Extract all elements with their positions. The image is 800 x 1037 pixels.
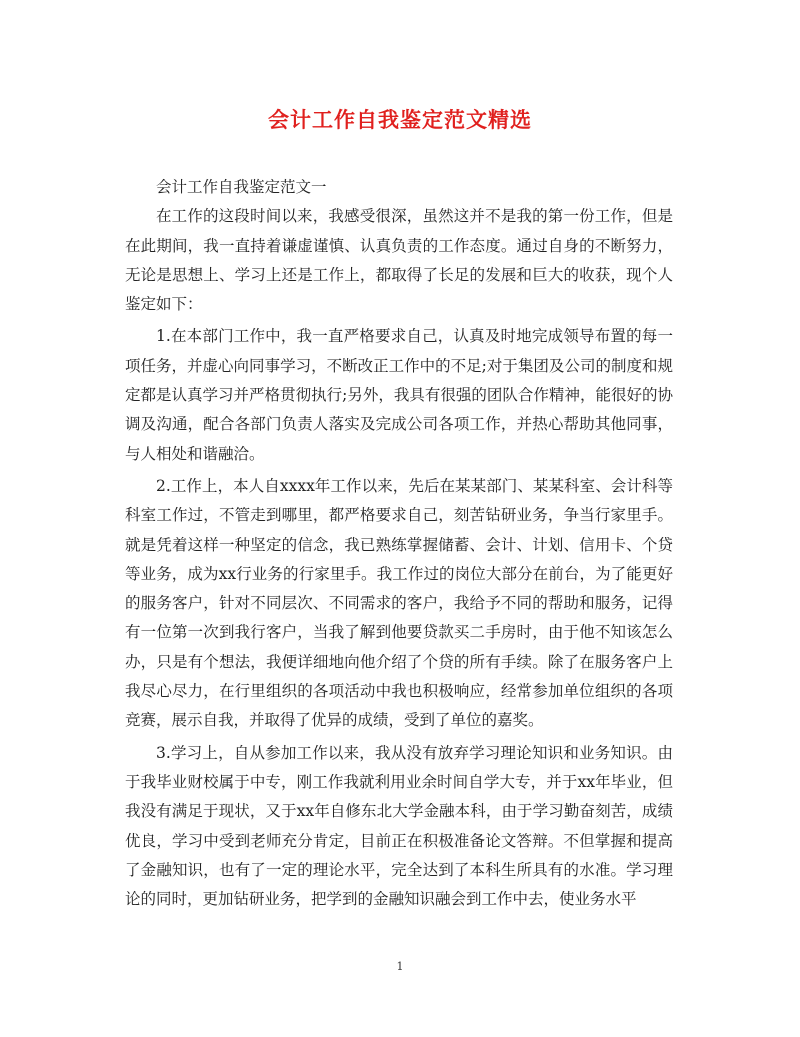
- paragraph-item-1: 1.在本部门工作中，我一直严格要求自己，认真及时地完成领导布置的每一项任务，并虚心向同事学习，不断改正工作中的不足;对于集团及公司的制度和规定都是认真学习并严格贯彻执行;另外，我具有很强的团队合作精神，能很好的协调及沟通，配合各部门负责人落实及完成公司各项工作，并热心帮助其他同事，与人相处和谐融洽。: [125, 327, 673, 463]
- section-heading: 会计工作自我鉴定范文一: [156, 178, 327, 196]
- document-title: 会计工作自我鉴定范文精选: [268, 107, 532, 132]
- intro-paragraph: 在工作的这段时间以来，我感受很深，虽然这并不是我的第一份工作，但是在此期间，我一直持着谦虚谨慎、认真负责的工作态度。通过自身的不断努力，无论是思想上、学习上还是工作上，都取得了长足的发展和巨大的收获，现个人鉴定如下：: [125, 207, 673, 314]
- document-body: [125, 173, 673, 914]
- paragraph-item-3: 3.学习上，自从参加工作以来，我从没有放弃学习理论知识和业务知识。由于我毕业财校属于中专，刚工作我就利用业余时间自学大专，并于xx年毕业，但我没有满足于现状，又于xx年自修东北大学金融本科，由于学习勤奋刻苦，成绩优良，学习中受到老师充分肯定，目前正在积极准备论文答辩。不但掌握和提高了金融知识，也有了一定的理论水平，完全达到了本科生所具有的水准。学习理论的同时，更加钻研业务，把学到的金融知识融会到工作中去，使业务水平: [125, 743, 673, 909]
- paragraph-item-2: 2.工作上，本人自xxxx年工作以来，先后在某某部门、某某科室、会计科等科室工作过，不管走到哪里，都严格要求自己，刻苦钻研业务，争当行家里手。就是凭着这样一种坚定的信念，我已熟练掌握储蓄、会计、计划、信用卡、个贷等业务，成为xx行业务的行家里手。我工作过的岗位大部分在前台，为了能更好的服务客户，针对不同层次、不同需求的客户，我给予不同的帮助和服务，记得有一位第一次到我行客户，当我了解到他要贷款买二手房时，由于他不知该怎么办，只是有个想法，我便详细地向他介绍了个贷的所有手续。除了在服务客户上我尽心尽力，在行里组织的各项活动中我也积极响应，经常参加单位组织的各项竞赛，展示自我，并取得了优异的成绩，受到了单位的嘉奖。: [125, 476, 673, 730]
- page-number: 1: [396, 960, 404, 973]
